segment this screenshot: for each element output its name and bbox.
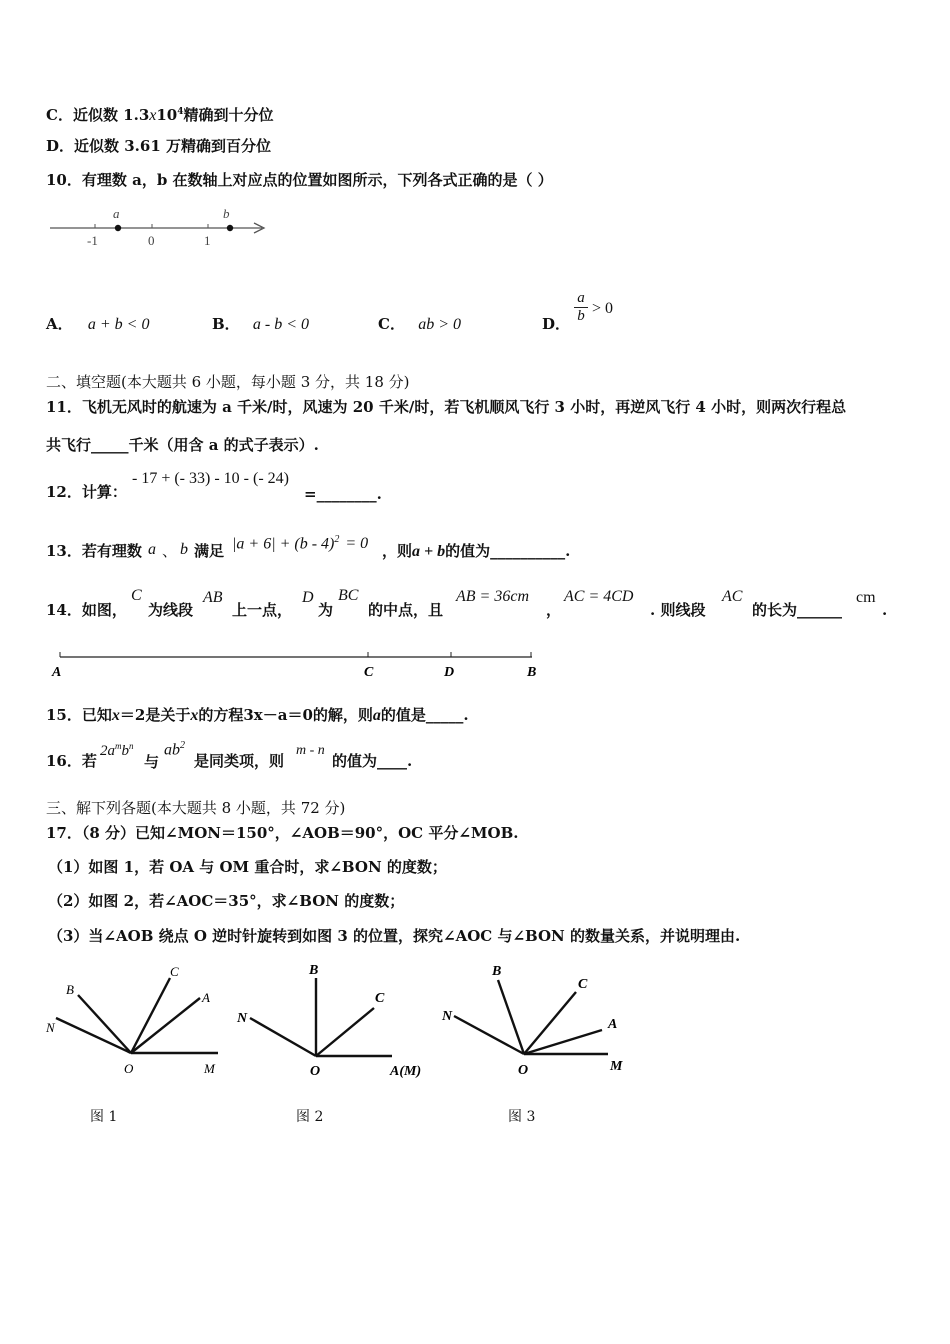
q17-stem: 17．（8 分）已知∠MON＝150°，∠AOB＝90°，OC 平分∠MOB.: [46, 824, 519, 842]
q13-expr: |a + 6| + (b - 4): [232, 535, 335, 553]
fig2-label-b: B: [309, 963, 319, 978]
fraction-numerator: a: [577, 290, 585, 306]
q10-option-d: [542, 315, 570, 333]
q15-eq: ＝2: [119, 706, 146, 724]
q14-segment-figure: [46, 646, 546, 682]
q15-label: 15．已知: [46, 706, 112, 724]
q12-answer: [304, 485, 382, 503]
section-2-heading: 二、填空题(本大题共 6 小题，每小题 3 分，共 18 分): [46, 373, 410, 391]
q10-option-a: [46, 315, 149, 334]
q13-var-b: b: [180, 541, 188, 558]
q10-option-c-label: C．: [378, 315, 405, 333]
fig1-label-n: N: [46, 1020, 55, 1035]
fig3-label-a: A: [608, 1017, 618, 1032]
q13-exp: 2: [334, 534, 340, 545]
fig1-caption: 图 1: [90, 1109, 118, 1125]
label-c: C: [364, 665, 374, 680]
q14-t2: 上一点，: [232, 601, 293, 619]
tick-label-0: 0: [148, 233, 155, 248]
q13-label: 13．若有理数: [46, 542, 142, 560]
q10-option-d-label: D．: [542, 315, 571, 333]
fig3-caption: 图 3: [508, 1109, 536, 1125]
q10-option-d-rest: > 0: [592, 300, 614, 317]
q16-yu: 与: [144, 753, 160, 771]
q14-ab: AB: [203, 589, 223, 606]
fig1-label-o: O: [124, 1061, 134, 1076]
q16-t2: ab: [164, 741, 180, 759]
q15-a: a: [372, 707, 381, 724]
q14-comma: ，: [546, 601, 562, 619]
q13-mid: 满足: [194, 542, 225, 560]
tick-label-minus-1: -1: [87, 233, 98, 248]
q9-option-d: D．近似数 3.61 万精确到百分位: [46, 137, 271, 155]
q17-part-1: （1）如图 1，若 OA 与 OM 重合时，求∠BON 的度数；: [48, 858, 447, 876]
q17-figure-2: [232, 956, 442, 1082]
label-b: B: [527, 665, 537, 680]
q16-t3: 是同类项，则: [194, 752, 285, 770]
fig1-label-b: B: [66, 982, 74, 997]
fig1-label-a: A: [202, 990, 210, 1005]
q16-t1: 2a: [100, 743, 115, 759]
q13-tail-1: ，则: [382, 542, 413, 560]
q15-t4: 的值是_____.: [380, 706, 469, 724]
fig3-label-o: O: [518, 1063, 529, 1078]
fig3-label-n: N: [442, 1009, 453, 1024]
ray-oc: [524, 992, 576, 1054]
q14-bc: BC: [338, 587, 359, 604]
q10-option-d-fraction: [574, 290, 588, 325]
q10-option-a-label: A．: [46, 315, 73, 333]
q9-option-c: [46, 103, 274, 125]
q14-label: 14．如图，: [46, 601, 127, 619]
q16-e1: m: [115, 741, 122, 751]
q16-term-1: [100, 741, 134, 760]
q9-option-c-label: C．近似数 1.3: [46, 106, 150, 124]
q15: [46, 706, 469, 725]
q17-part-2: （2）如图 2，若∠AOC＝35°，求∠BON 的度数；: [48, 892, 405, 910]
point-a-label: a: [113, 206, 120, 221]
q12-blank: ________.: [316, 485, 382, 503]
q16-label: 16．若: [46, 752, 97, 770]
fig2-label-c: C: [375, 991, 385, 1006]
q16-t4: m - n: [296, 743, 325, 758]
fig2-label-n: N: [237, 1011, 248, 1026]
q14-end: .: [882, 601, 888, 619]
q13-ab: a + b: [412, 543, 446, 560]
fig2-label-o: O: [310, 1064, 321, 1079]
point-a: [115, 225, 121, 231]
q10-option-b-label: B．: [212, 315, 240, 333]
q14-ac: AC: [722, 588, 743, 605]
fig2-caption: 图 2: [296, 1109, 324, 1125]
q9-option-c-exp: 4: [177, 107, 184, 117]
q15-x1: x: [111, 707, 120, 724]
q9-option-c-ten: 10: [156, 106, 178, 124]
fig2-label-am: A(M): [390, 1064, 422, 1079]
q16-t5: 的值为____.: [332, 752, 413, 770]
q15-t1: 是关于: [145, 706, 191, 724]
point-b-label: b: [223, 206, 230, 221]
ray-on: [56, 1018, 131, 1053]
q13-sep: 、: [162, 542, 178, 560]
q13-expression: [232, 534, 368, 553]
q17-part-3: （3）当∠AOB 绕点 O 逆时针旋转到如图 3 的位置，探究∠AOC 与∠BON 的数量关系，并说明理由.: [48, 927, 741, 945]
q11-line-2: 共飞行_____千米（用含 a 的式子表示）.: [46, 436, 319, 454]
ray-on: [250, 1018, 316, 1056]
q12-label: 12．计算：: [46, 483, 127, 501]
q14-t3: 为: [318, 601, 334, 619]
ray-oa: [131, 998, 200, 1053]
q10-number-line: [40, 200, 280, 252]
q14-t5: . 则线段: [650, 601, 706, 619]
label-d: D: [444, 665, 455, 680]
q16-t1b: b: [121, 743, 129, 759]
tick-label-1: 1: [204, 233, 211, 248]
q15-equation: 3x－a＝0: [243, 706, 313, 724]
q11-line-1: 11．飞机无风时的航速为 a 千米/时，风速为 20 千米/时，若飞机顺风飞行 3 小时，再逆风飞行 4 小时，则两次行程总: [46, 398, 847, 416]
q13-tail: [382, 542, 570, 561]
q13-tail-2: 的值为__________.: [445, 542, 571, 560]
q14-c: C: [131, 587, 142, 604]
q16-term-2: [164, 740, 185, 759]
q13-eq: = 0: [345, 535, 369, 553]
q10-option-c-expr: ab > 0: [418, 316, 461, 333]
ray-ob: [78, 995, 131, 1053]
q9-option-c-tail: 精确到十分位: [183, 106, 274, 124]
fig1-label-m: M: [204, 1061, 215, 1076]
q16-e3: 2: [180, 740, 185, 751]
fraction-denominator: b: [577, 308, 585, 324]
q15-x2: x: [190, 707, 199, 724]
q17-figure-3: [436, 956, 636, 1082]
q14-t6: 的长为______: [752, 601, 843, 619]
fig3-label-c: C: [578, 977, 588, 992]
q12-expression: - 17 + (- 33) - 10 - (- 24): [132, 470, 289, 487]
fig3-label-b: B: [492, 964, 502, 979]
ray-oc: [316, 1008, 374, 1056]
section-3-heading: 三、解下列各题(本大题共 8 小题，共 72 分): [46, 799, 346, 817]
q9-option-c-x: x: [149, 107, 157, 124]
fig3-label-m: M: [610, 1059, 623, 1074]
q15-t2: 的方程: [198, 706, 244, 724]
q14-eq2: AC = 4CD: [564, 588, 634, 605]
q14-eq1: AB = 36cm: [456, 588, 529, 605]
ray-oc: [131, 978, 170, 1053]
q14-t4: 的中点，且: [368, 601, 444, 619]
label-a: A: [52, 665, 62, 680]
q10-stem: 10．有理数 a，b 在数轴上对应点的位置如图所示，下列各式正确的是（ ）: [46, 171, 553, 189]
q14-d: D: [302, 589, 314, 606]
point-b: [227, 225, 233, 231]
q15-t3: 的解，则: [312, 706, 373, 724]
q17-figure-1: [40, 960, 230, 1080]
q10-option-a-expr: a + b < 0: [87, 316, 150, 333]
q10-option-b-expr: a - b < 0: [252, 316, 310, 333]
ray-oa: [524, 1030, 602, 1054]
q10-option-c: [378, 315, 461, 334]
q12-equals: =: [304, 485, 317, 503]
q16-e2: n: [129, 741, 134, 751]
q14-t1: 为线段: [148, 601, 194, 619]
fig1-label-c: C: [170, 964, 179, 979]
q14-unit: cm: [856, 589, 876, 606]
q13-var-a: a: [148, 541, 156, 558]
q10-option-b: [212, 315, 309, 334]
